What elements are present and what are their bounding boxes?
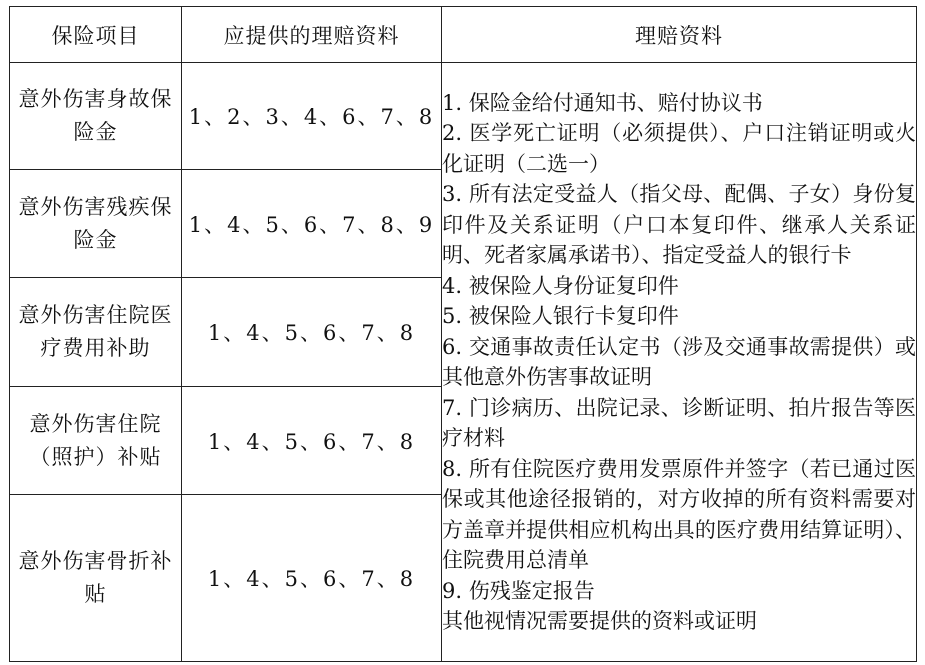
material-item: 7. 门诊病历、出院记录、诊断证明、拍片报告等医疗材料 — [442, 395, 916, 450]
material-item: 6. 交通事故责任认定书（涉及交通事故需提供）或其他意外伤害事故证明 — [442, 334, 916, 389]
material-item: 其他视情况需要提供的资料或证明 — [442, 609, 757, 633]
required-docs-cell: 1、2、3、4、6、7、8 — [182, 63, 442, 170]
material-item: 9. 伤残鉴定报告 — [442, 578, 595, 603]
insurance-item-cell: 意外伤害骨折补贴 — [10, 495, 182, 662]
claims-table — [9, 6, 917, 662]
required-docs-cell: 1、4、5、6、7、8、9 — [182, 170, 442, 278]
insurance-item-cell: 意外伤害身故保险金 — [10, 63, 182, 170]
required-docs-cell: 1、4、5、6、7、8 — [182, 495, 442, 662]
material-item: 4. 被保险人身份证复印件 — [442, 273, 679, 298]
claim-materials-cell — [442, 63, 917, 662]
material-item: 5. 被保险人银行卡复印件 — [442, 304, 679, 328]
required-docs-cell: 1、4、5、6、7、8 — [182, 278, 442, 387]
insurance-item-cell: 意外伤害住院医疗费用补助 — [10, 278, 182, 387]
material-item: 1. 保险金给付通知书、赔付协议书 — [442, 90, 763, 115]
table-row — [10, 63, 917, 170]
required-docs-cell: 1、4、5、6、7、8 — [182, 387, 442, 495]
header-insurance-item: 保险项目 — [10, 7, 182, 63]
claims-table-wrapper — [9, 6, 917, 662]
material-item: 3. 所有法定受益人（指父母、配偶、子女）身份复印件及关系证明（户口本复印件、继承人关系证明、死者家属承诺书）、指定受益人的银行卡 — [442, 182, 916, 267]
header-row — [10, 7, 917, 63]
material-item: 2. 医学死亡证明（必须提供）、户口注销证明或火化证明（二选一） — [442, 121, 916, 176]
material-item: 8. 所有住院医疗费用发票原件并签字（若已通过医保或其他途径报销的，对方收掉的所有资料需要对方盖章并提供相应机构出具的医疗费用结算证明）、住院费用总清单 — [442, 456, 916, 572]
insurance-item-cell: 意外伤害住院（照护）补贴 — [10, 387, 182, 495]
header-required-docs: 应提供的理赔资料 — [182, 7, 442, 63]
header-claim-materials: 理赔资料 — [442, 7, 917, 63]
insurance-item-cell: 意外伤害残疾保险金 — [10, 170, 182, 278]
